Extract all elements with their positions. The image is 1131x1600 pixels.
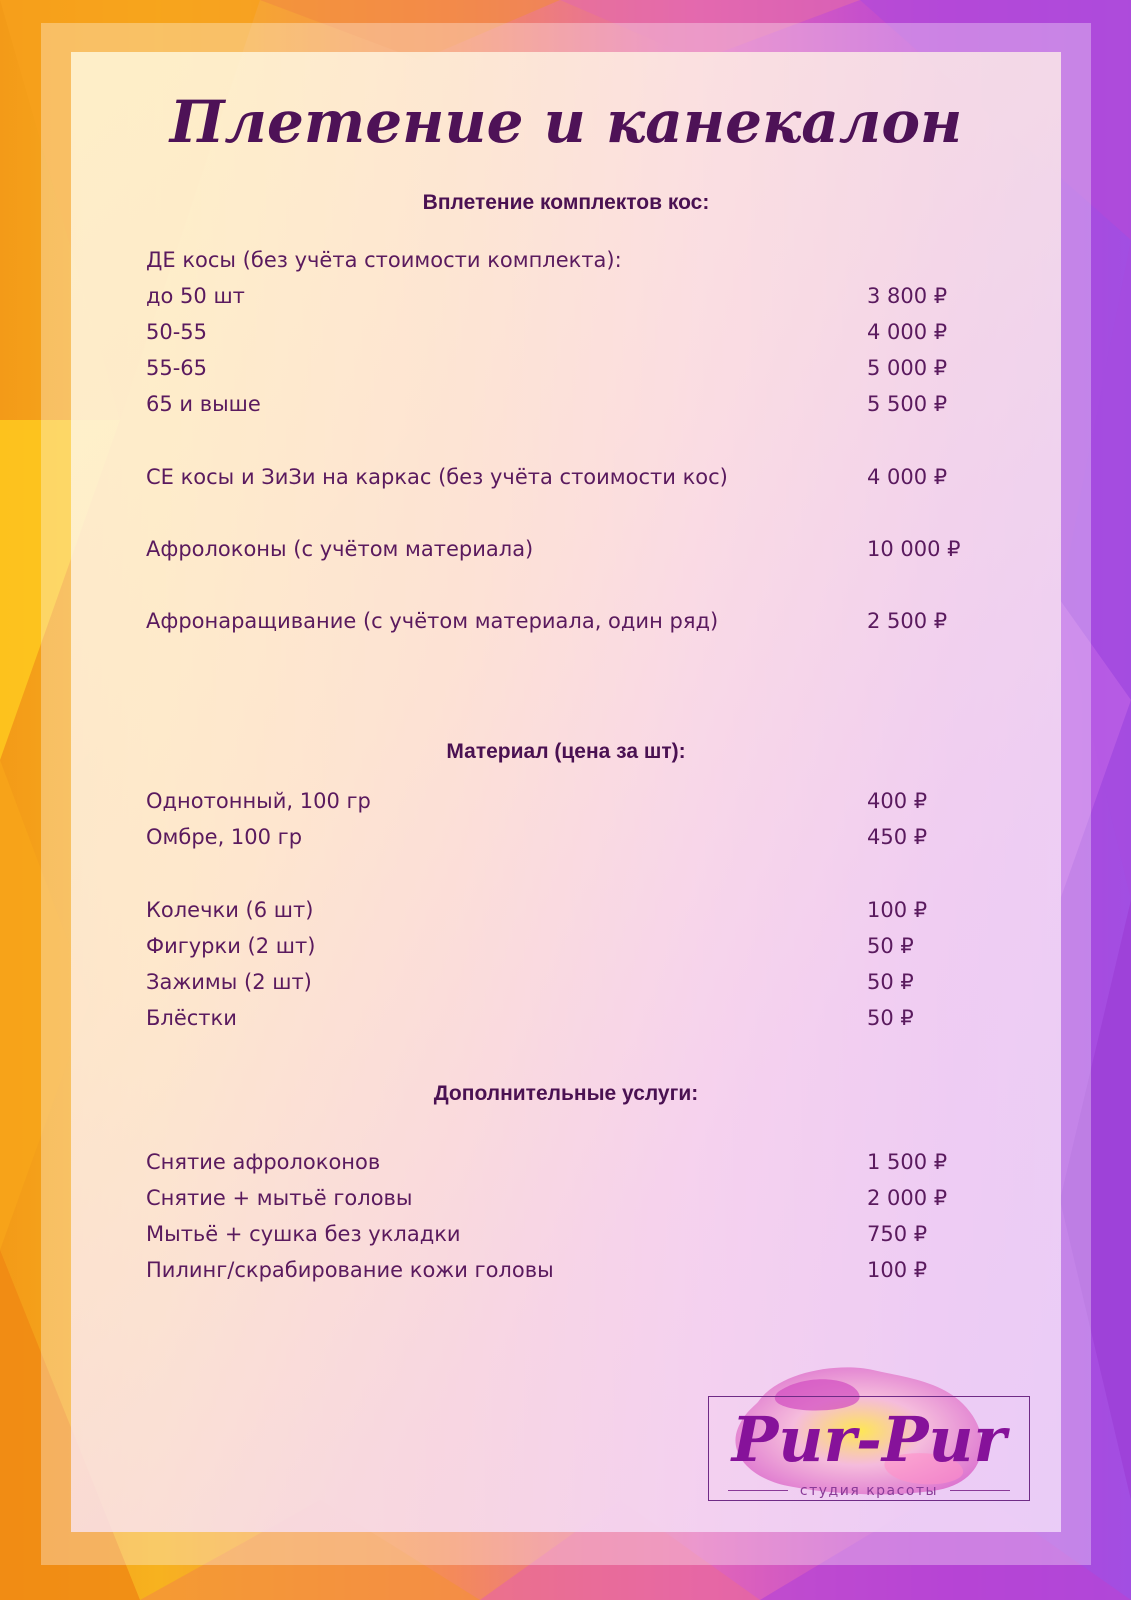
section-heading-material: Материал (цена за шт): — [446, 740, 686, 763]
row-price: 2 500 ₽ — [867, 609, 948, 633]
page-title: Плетение и канекалон — [169, 88, 963, 156]
row-label: Колечки (6 шт) — [146, 898, 314, 922]
price-row — [146, 1147, 986, 1177]
price-row — [146, 353, 986, 383]
row-price: 1 500 ₽ — [867, 1150, 948, 1174]
row-label: Афролоконы (с учётом материала) — [146, 537, 534, 561]
price-row — [146, 1003, 986, 1033]
section-heading-extra: Дополнительные услуги: — [433, 1082, 699, 1105]
row-label: 50-55 — [146, 320, 208, 344]
row-price: 2 000 ₽ — [867, 1186, 948, 1210]
row-label: 65 и выше — [146, 392, 261, 416]
row-price: 50 ₽ — [867, 934, 914, 958]
row-price: 5 500 ₽ — [867, 392, 948, 416]
logo-name: Pur-Pur — [731, 1403, 1007, 1476]
price-row — [146, 317, 986, 347]
row-label: Однотонный, 100 гр — [146, 789, 371, 813]
row-label: СЕ косы и ЗиЗи на каркас (без учёта стоимости кос) — [146, 465, 728, 489]
price-row — [146, 462, 986, 492]
price-row — [146, 606, 986, 636]
price-row — [146, 931, 986, 961]
price-row — [146, 822, 986, 852]
price-row — [146, 281, 986, 311]
row-label: Снятие афролоконов — [146, 1150, 381, 1174]
row-price: 4 000 ₽ — [867, 465, 948, 489]
row-label: ДЕ косы (без учёта стоимости комплекта): — [146, 248, 622, 272]
logo-subtitle: студия красоты — [799, 1483, 939, 1499]
row-price: 750 ₽ — [867, 1222, 928, 1246]
price-row — [146, 786, 986, 816]
row-price: 50 ₽ — [867, 970, 914, 994]
studio-logo — [708, 1362, 1032, 1503]
row-label: Блёстки — [146, 1006, 237, 1030]
row-label: 55-65 — [146, 356, 208, 380]
row-price: 100 ₽ — [867, 898, 928, 922]
row-price: 3 800 ₽ — [867, 284, 948, 308]
price-row — [146, 895, 986, 925]
row-price: 5 000 ₽ — [867, 356, 948, 380]
row-label: Снятие + мытьё головы — [146, 1186, 413, 1210]
row-label: Фигурки (2 шт) — [146, 934, 316, 958]
price-row — [146, 245, 986, 275]
price-row — [146, 389, 986, 419]
logo-subtitle-wrap — [728, 1481, 1010, 1501]
row-label: до 50 шт — [146, 284, 245, 308]
row-label: Омбре, 100 гр — [146, 825, 303, 849]
row-price: 400 ₽ — [867, 789, 928, 813]
price-row — [146, 534, 986, 564]
section-heading-braids: Вплетение комплектов кос: — [422, 191, 710, 214]
row-price: 10 000 ₽ — [867, 537, 961, 561]
row-label: Пилинг/скрабирование кожи головы — [146, 1258, 554, 1282]
row-price: 50 ₽ — [867, 1006, 914, 1030]
row-label: Афронаращивание (с учётом материала, один ряд) — [146, 609, 719, 633]
row-label: Зажимы (2 шт) — [146, 970, 312, 994]
price-row — [146, 1255, 986, 1285]
row-price: 100 ₽ — [867, 1258, 928, 1282]
price-row — [146, 1183, 986, 1213]
price-row — [146, 1219, 986, 1249]
row-price: 450 ₽ — [867, 825, 928, 849]
row-price: 4 000 ₽ — [867, 320, 948, 344]
row-label: Мытьё + сушка без укладки — [146, 1222, 461, 1246]
price-row — [146, 967, 986, 997]
